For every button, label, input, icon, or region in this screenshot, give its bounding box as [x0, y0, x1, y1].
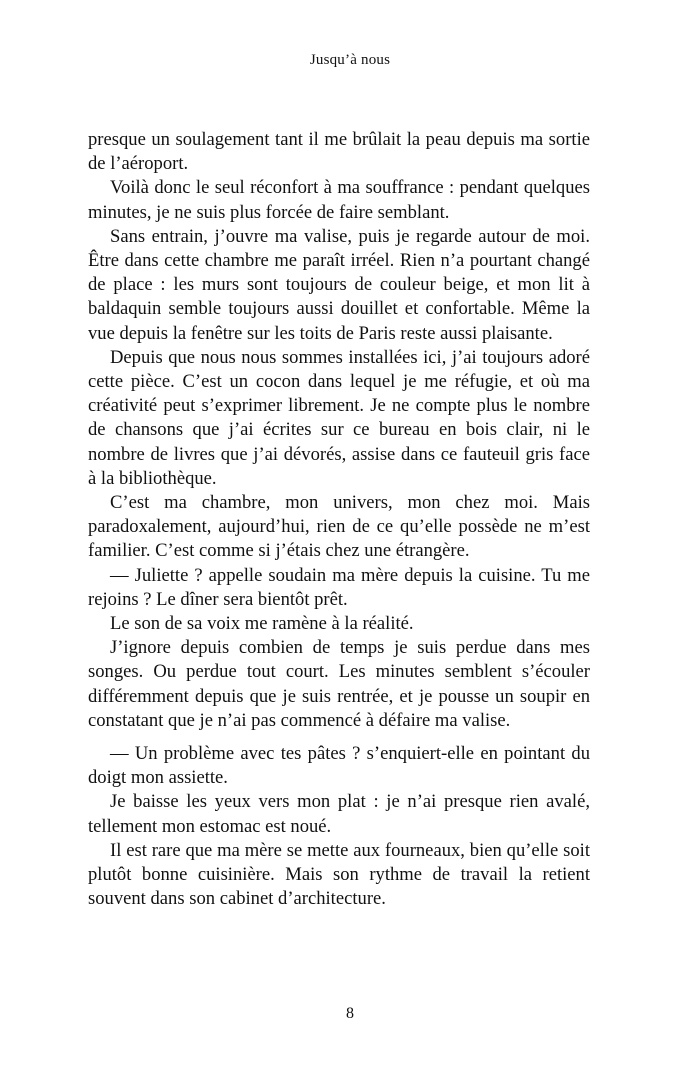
running-title: Jusqu’à nous — [309, 52, 391, 68]
dialogue-paragraph: — Juliette ? appelle soudain ma mère depuis la cuisine. Tu me rejoins ? Le dîner sera bientôt prêt. — [88, 564, 590, 610]
paragraph: Sans entrain, j’ouvre ma valise, puis je regarde autour de moi. Être dans cette chambre me paraît irréel. Rien n’a pourtant changé de place : les murs sont toujours de couleur beige, et mon lit à baldaquin semble toujours aussi douillet et confortable. Même la vue depuis la fenêtre sur les toits de Paris reste aussi plaisante. — [88, 225, 590, 344]
paragraph: Le son de sa voix me ramène à la réalité. — [110, 613, 414, 635]
paragraph: Voilà donc le seul réconfort à ma souffrance : pendant quelques minutes, je ne suis plus forcée de faire semblant. — [88, 177, 590, 223]
paragraph: J’ignore depuis combien de temps je suis perdue dans mes songes. Ou perdue tout court. Les minutes semblent s’écouler différemment depuis que je suis rentrée, et je pousse un soupir en constatant que je n’ai pas commencé à défaire ma valise. — [88, 637, 590, 731]
body-text — [88, 128, 590, 912]
paragraph: Depuis que nous nous sommes installées ici, j’ai toujours adoré cette pièce. C’est un cocon dans lequel je me réfugie, et où ma créativité peut s’exprimer librement. Je ne compte plus le nombre de chansons que j’ai écrites sur ce bureau en bois clair, ni le nombre de livres que j’ai dévorés, assise dans ce fauteuil gris face à la bibliothèque. — [88, 346, 590, 489]
dialogue-paragraph: — Un problème avec tes pâtes ? s’enquiert-elle en pointant du doigt mon assiette. — [88, 743, 590, 789]
paragraph: Il est rare que ma mère se mette aux fourneaux, bien qu’elle soit plutôt bonne cuisinière. Mais son rythme de travail la retient souvent dans son cabinet d’architecture. — [88, 839, 590, 910]
paragraph-continuation: presque un soulagement tant il me brûlait la peau depuis ma sortie de l’aéroport. — [88, 129, 590, 175]
paragraph: C’est ma chambre, mon univers, mon chez moi. Mais paradoxalement, aujourd’hui, rien de ce qu’elle possède ne m’est familier. C’est comme si j’étais chez une étrangère. — [88, 492, 590, 562]
paragraph: Je baisse les yeux vers mon plat : je n’ai presque rien avalé, tellement mon estomac est noué. — [88, 791, 590, 837]
page-number: 8 — [346, 1005, 354, 1022]
